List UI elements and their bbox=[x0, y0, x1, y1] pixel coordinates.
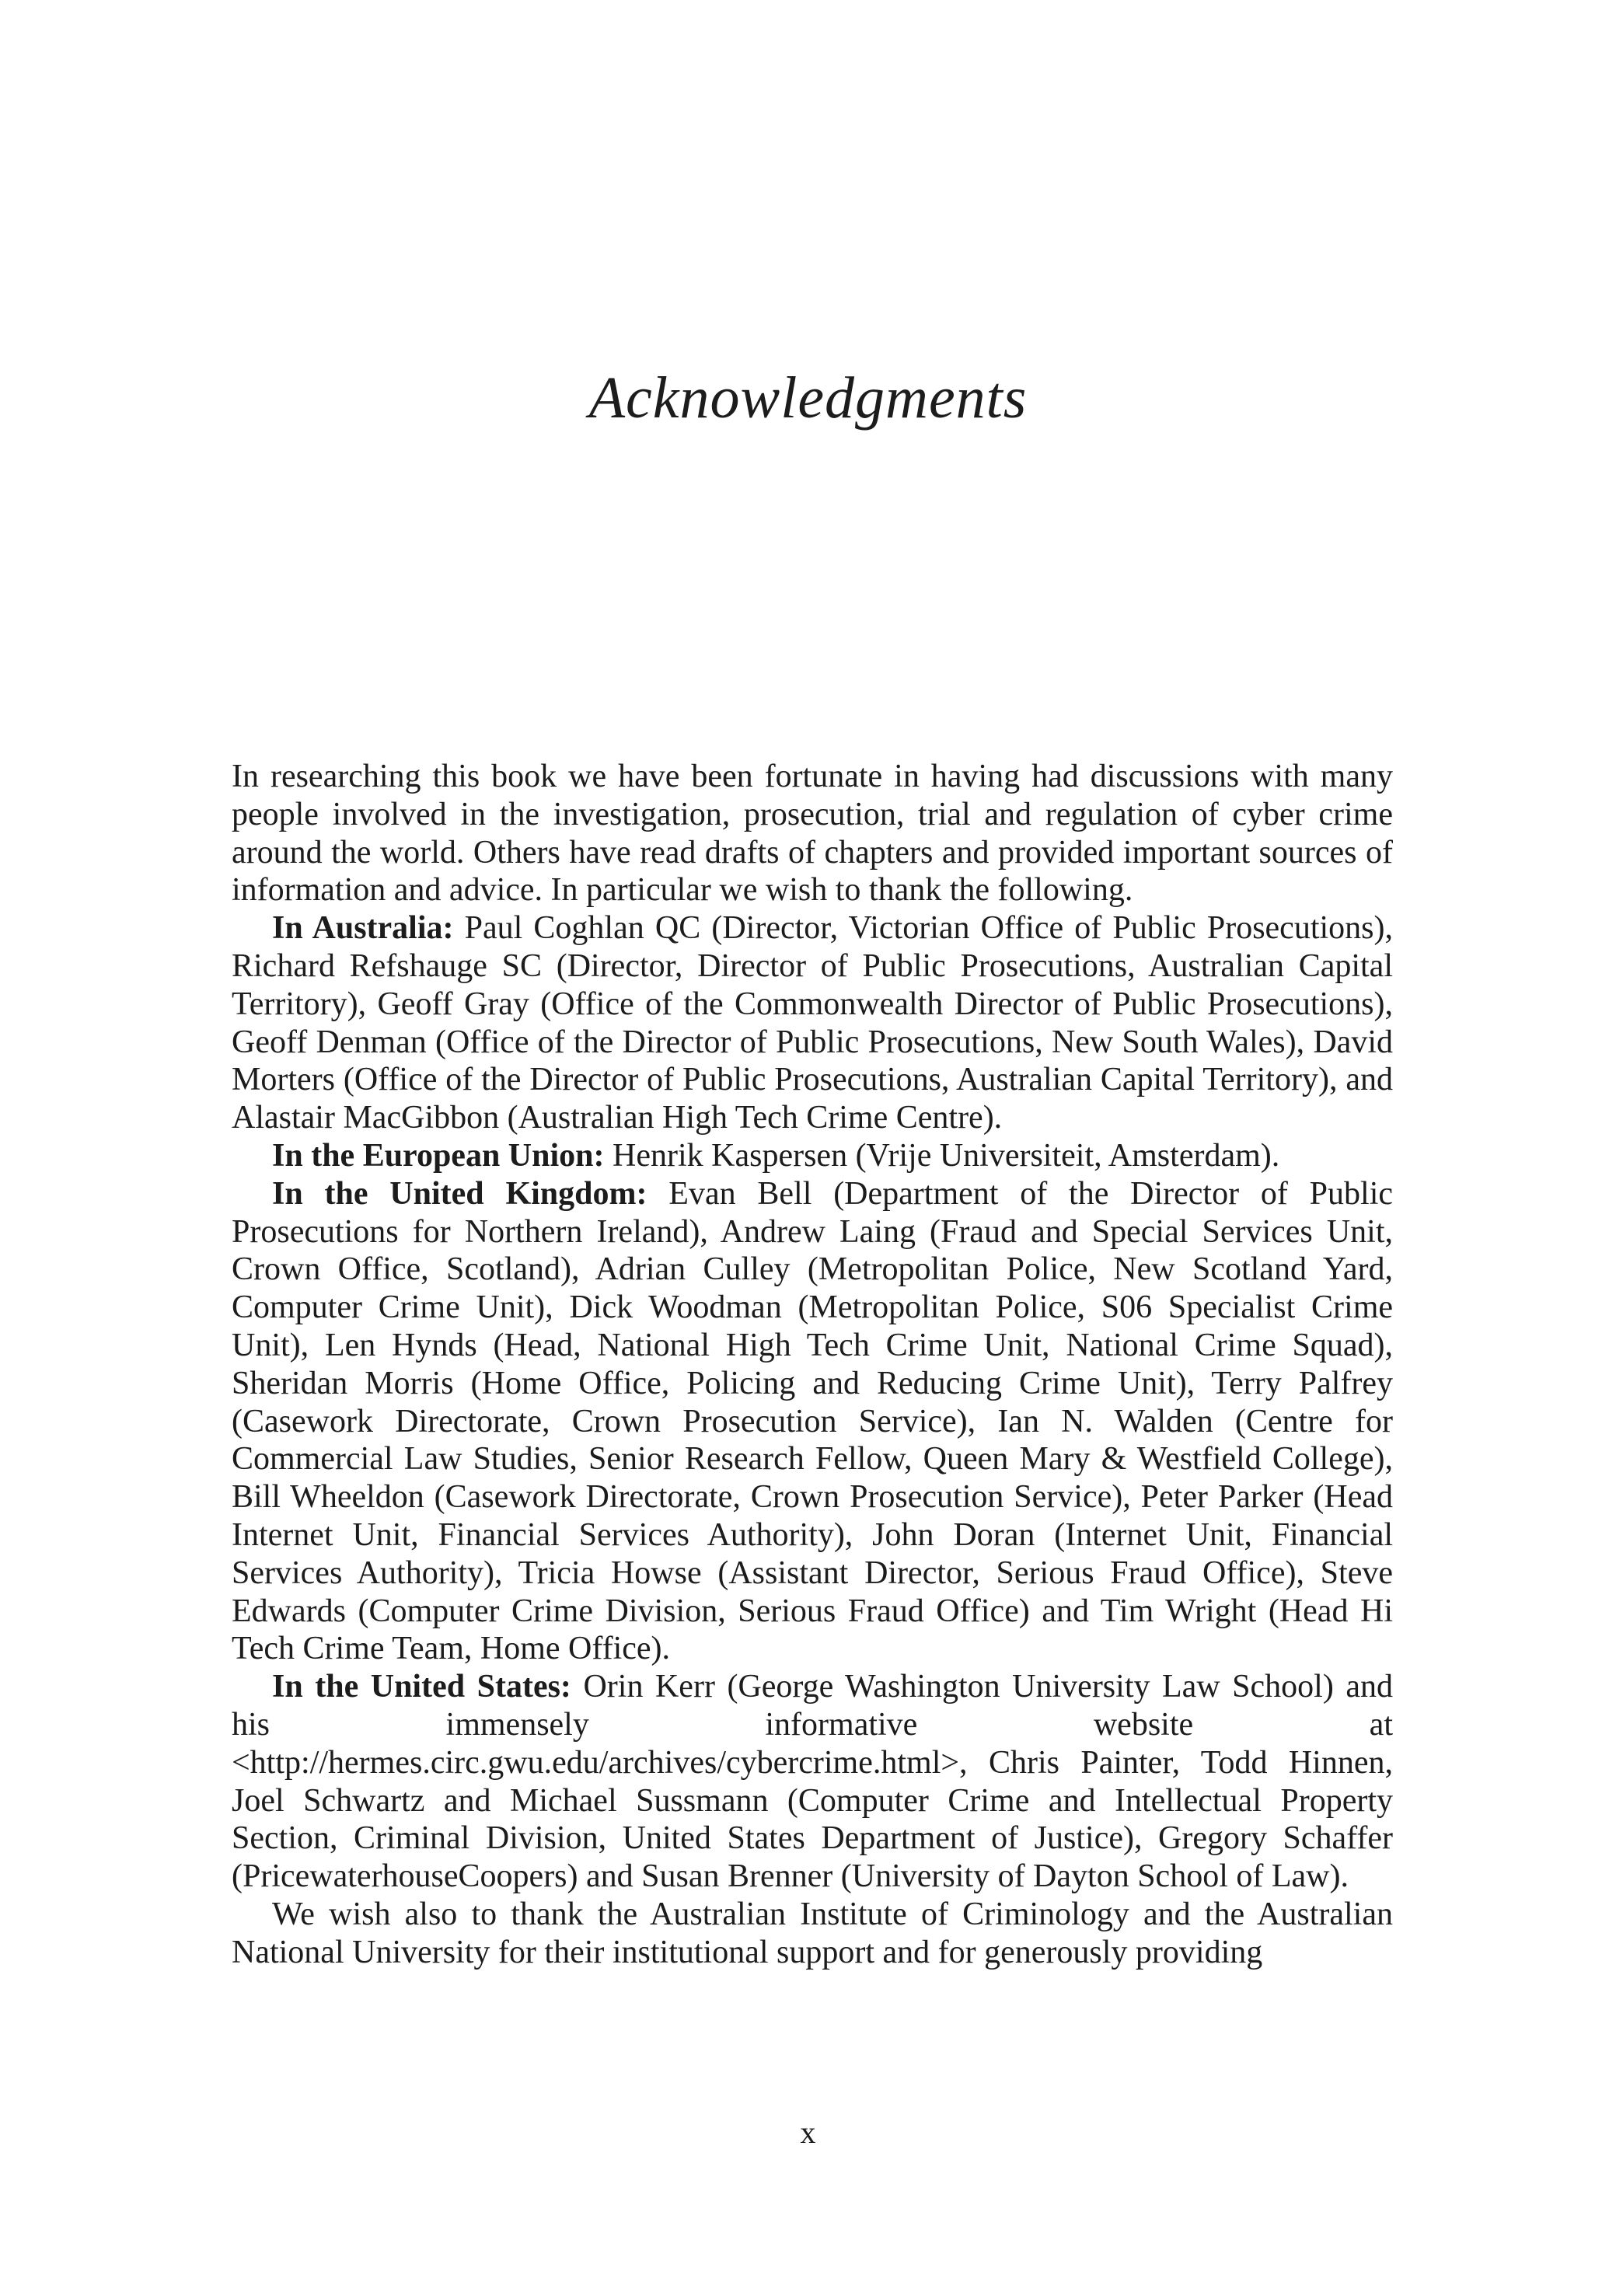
australia-heading: In Australia: bbox=[272, 910, 454, 947]
us-heading: In the United States: bbox=[272, 1669, 571, 1705]
uk-heading: In the United Kingdom: bbox=[272, 1175, 647, 1212]
uk-text: Evan Bell (Department of the Director of Public Prosecutions for Northern Ireland), Andrew Laing (Fraud and Special Services Unit, Crown Office, Scotland), Adrian Culley (Metropolitan Police, New Scotland Yard, Computer Crime Unit), Dick Woodman (Metropolitan Police, S06 Specialist Crime Unit), Len Hynds (Head, National High Tech Crime Unit, National Crime Squad), Sheridan Morris (Home Office, Policing and Reducing Crime Unit), Terry Palfrey (Casework Directorate, Crown Prosecution Service), Ian N. Walden (Centre for Commercial Law Studies, Senior Research Fellow, Queen Mary & Westfield College), Bill Wheeldon (Casework Directorate, Crown Prosecution Service), Peter Parker (Head Internet Unit, Financial Services Authority), John Doran (Internet Unit, Financial Services Authority), Tricia Howse (Assistant Director, Serious Fraud Office), Steve Edwards (Computer Crime Division, Serious Fraud Office) and Tim Wright (Head Hi Tech Crime Team, Home Office). bbox=[232, 1175, 1393, 1667]
eu-text: Henrik Kaspersen (Vrije Universiteit, Amsterdam). bbox=[604, 1137, 1280, 1174]
us-paragraph bbox=[232, 1668, 1393, 1896]
acknowledgments-body bbox=[232, 758, 1393, 1972]
page-number: x bbox=[800, 2115, 816, 2150]
uk-paragraph bbox=[232, 1175, 1393, 1668]
eu-paragraph bbox=[232, 1137, 1393, 1175]
australia-paragraph bbox=[232, 909, 1393, 1137]
page-title: Acknowledgments bbox=[588, 365, 1028, 431]
intro-paragraph: In researching this book we have been fortunate in having had discussions with many people involved in the investigation, prosecution, trial and regulation of cyber crime around the world. Others have read drafts of chapters and provided important sources of information and advice. In particular we wish to thank the following. bbox=[232, 759, 1393, 909]
us-text: Orin Kerr (George Washington University Law School) and his immensely informative website at <http://hermes.circ.gwu.edu/archives/cybercrime.html>, Chris Painter, Todd Hinnen, Joel Schwartz and Michael Sussmann (Computer Crime and Intellectual Property Section, Criminal Division, United States Department of Justice), Gregory Schaffer (PricewaterhouseCoopers) and Susan Brenner (University of Dayton School of Law). bbox=[232, 1669, 1394, 1895]
eu-heading: In the European Union: bbox=[272, 1137, 605, 1174]
closing-paragraph: We wish also to thank the Australian Institute of Criminology and the Australian National University for their institutional support and for generously providing bbox=[232, 1896, 1393, 1970]
australia-text: Paul Coghlan QC (Director, Victorian Office of Public Prosecutions), Richard Refshauge SC (Director, Director of Public Prosecutions, Australian Capital Territory), Geoff Gray (Office of the Commonwealth Director of Public Prosecutions), Geoff Denman (Office of the Director of Public Prosecutions, New South Wales), David Morters (Office of the Director of Public Prosecutions, Australian Capital Territory), and Alastair MacGibbon (Australian High Tech Crime Centre). bbox=[232, 910, 1393, 1136]
